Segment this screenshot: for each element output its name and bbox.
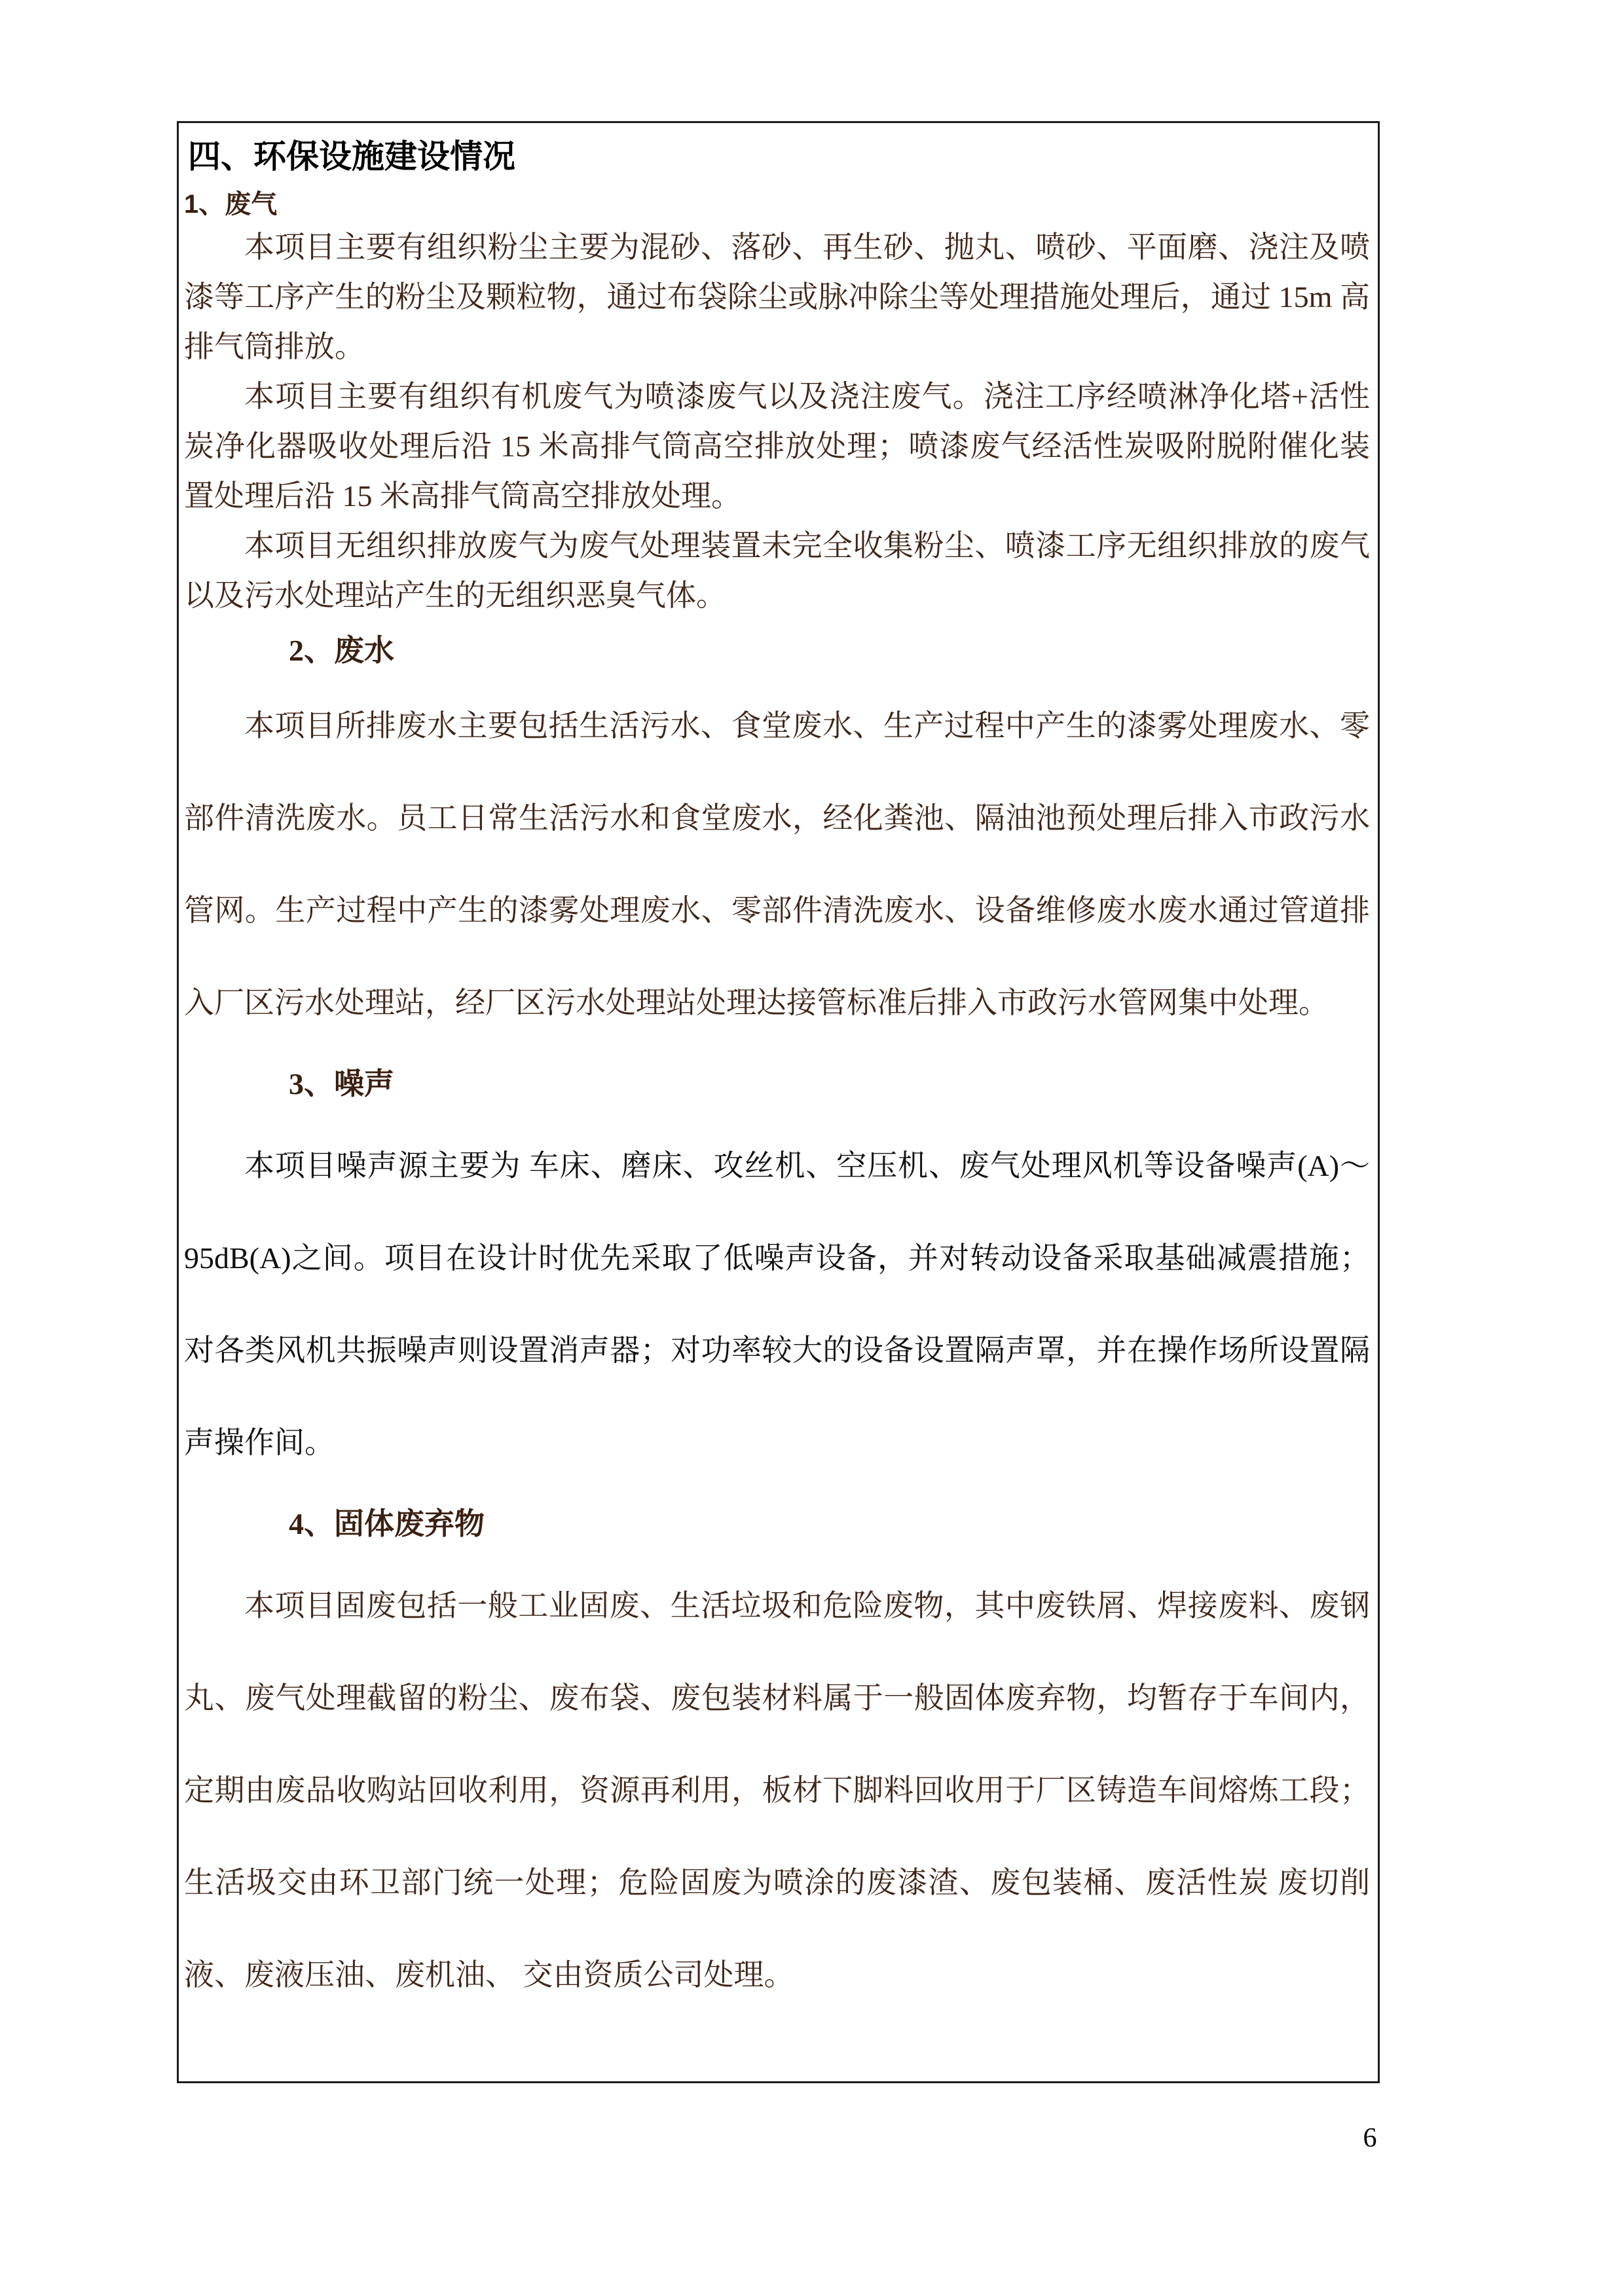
paragraph-noise-1: 本项目噪声源主要为 车床、磨床、攻丝机、空压机、废气处理风机等设备噪声(A)～95dB(A)之间。项目在设计时优先采取了低噪声设备，并对转动设备采取基础减震措施；对各类风机共振噪声则设置消声器；对功率较大的设备设置隔声罩，并在操作场所设置隔声操作间。 [184,1149,1370,1459]
content-border-box [177,121,1380,2083]
heading-noise: 3、噪声 [289,1067,394,1101]
paragraph-waste-gas-2: 本项目主要有组织有机废气为喷漆废气以及浇注废气。浇注工序经喷淋净化塔+活性炭净化器吸收处理后沿 15 米高排气筒高空排放处理；喷漆废气经活性炭吸附脱附催化装置处理后沿 15 米高排气筒高空排放处理。 [184,380,1370,513]
heading-wastewater: 2、废水 [289,634,394,667]
paragraph-waste-gas-3: 本项目无组织排放废气为废气处理装置未完全收集粉尘、喷漆工序无组织排放的废气以及污水处理站产生的无组织恶臭气体。 [184,529,1370,612]
paragraph-waste-gas-1: 本项目主要有组织粉尘主要为混砂、落砂、再生砂、抛丸、喷砂、平面磨、浇注及喷漆等工序产生的粉尘及颗粒物，通过布袋除尘或脉冲除尘等处理措施处理后，通过 15m 高排气筒排放。 [184,230,1370,363]
heading-solid-waste: 4、固体废弃物 [289,1507,485,1540]
page-title: 四、环保设施建设情况 [188,138,515,175]
page-number: 6 [1363,2123,1377,2153]
paragraph-wastewater-1: 本项目所排废水主要包括生活污水、食堂废水、生产过程中产生的漆雾处理废水、零部件清洗废水。员工日常生活污水和食堂废水，经化粪池、隔油池预处理后排入市政污水管网。生产过程中产生的漆雾处理废水、零部件清洗废水、设备维修废水废水通过管道排入厂区污水处理站，经厂区污水处理站处理达接管标准后排入市政污水管网集中处理。 [184,709,1370,1019]
paragraph-solid-waste-1: 本项目固废包括一般工业固废、生活垃圾和危险废物，其中废铁屑、焊接废料、废钢丸、废气处理截留的粉尘、废布袋、废包装材料属于一般固体废弃物，均暂存于车间内，定期由废品收购站回收利用，资源再利用，板材下脚料回收用于厂区铸造车间熔炼工段；生活圾交由环卫部门统一处理；危险固废为喷涂的废漆渣、废包装桶、废活性炭 废切削液、废液压油、废机油、 交由资质公司处理。 [184,1589,1370,1992]
heading-waste-gas: 1、废气 [184,190,278,219]
